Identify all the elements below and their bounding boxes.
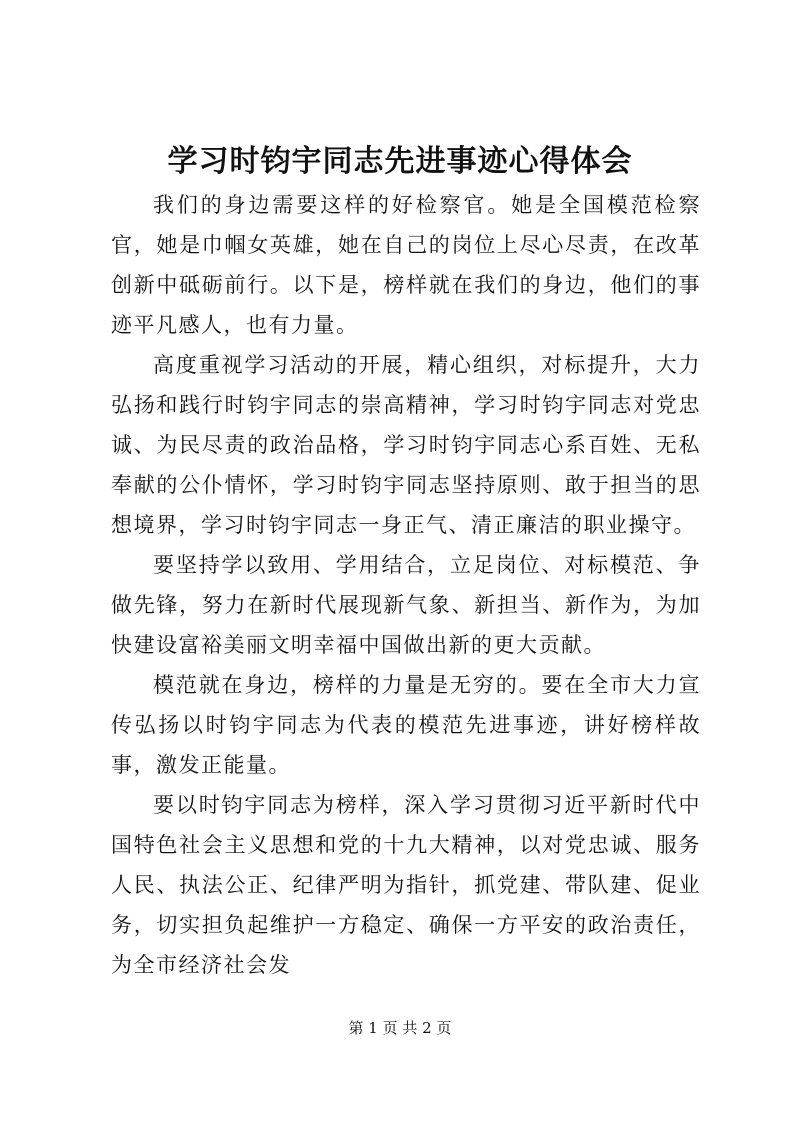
page-number-footer: 第 1 页 共 2 页 (348, 1019, 452, 1037)
paragraph-1: 我们的身边需要这样的好检察官。她是全国模范检察官，她是巾帼女英雄，她在自己的岗位上尽心尽责，在改革创新中砥砺前行。以下是，榜样就在我们的身边，他们的事迹平凡感人，也有力量。 (111, 193, 701, 337)
page-title: 学习时钧宇同志先进事迹心得体会 (167, 144, 633, 179)
paragraph-3: 要坚持学以致用、学用结合，立足岗位、对标模范、争做先锋，努力在新时代展现新气象、新担当、新作为，为加快建设富裕美丽文明幸福中国做出新的更大贡献。 (111, 553, 701, 657)
paragraph-5: 要以时钧宇同志为榜样，深入学习贯彻习近平新时代中国特色社会主义思想和党的十九大精神，以对党忠诚、服务人民、执法公正、纪律严明为指针，抓党建、带队建、促业务，切实担负起维护一方稳定、确保一方平安的政治责任，为全市经济社会发 (111, 793, 701, 977)
paragraph-4: 模范就在身边，榜样的力量是无穷的。要在全市大力宣传弘扬以时钧宇同志为代表的模范先进事迹，讲好榜样故事，激发正能量。 (111, 673, 701, 777)
document-body (111, 185, 701, 985)
paragraph-2: 高度重视学习活动的开展，精心组织，对标提升，大力弘扬和践行时钧宇同志的崇高精神，学习时钧宇同志对党忠诚、为民尽责的政治品格，学习时钧宇同志心系百姓、无私奉献的公仆情怀，学习时钧宇同志坚持原则、敢于担当的思想境界，学习时钧宇同志一身正气、清正廉洁的职业操守。 (111, 353, 701, 537)
